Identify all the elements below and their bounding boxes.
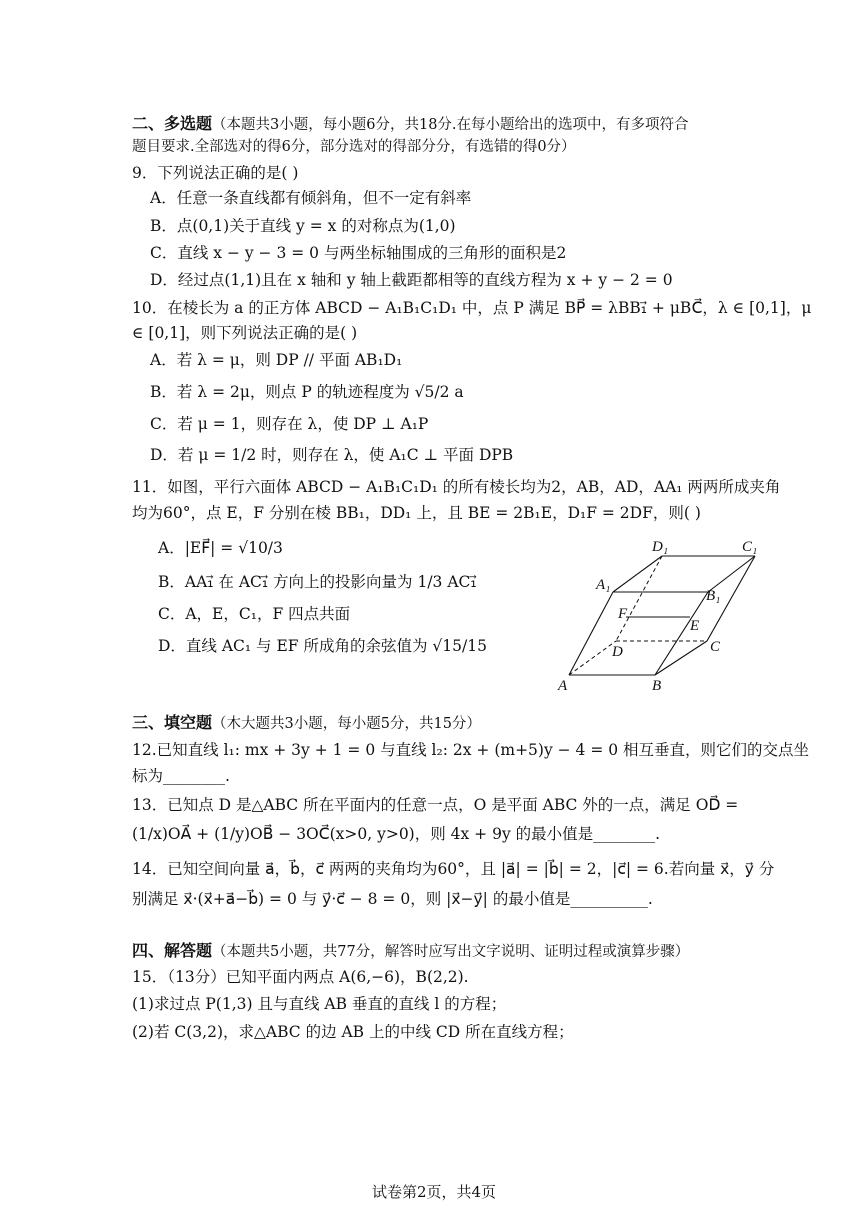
q9-option-c: C．直线 x − y − 3 = 0 与两坐标轴围成的三角形的面积是2 (150, 244, 567, 262)
section-2-note-line2: 题目要求.全部选对的得6分，部分选对的得部分分，有选错的得0分） (132, 139, 576, 155)
q9-stem: 9．下列说法正确的是( ) (132, 164, 299, 182)
label-b1: B₁ (706, 588, 721, 604)
section-4-title: 四、解答题 (132, 941, 213, 960)
q15-part2: (2)若 C(3,2)，求△ABC 的边 AB 上的中线 CD 所在直线方程； (132, 1023, 574, 1041)
q9-option-a: A．任意一条直线都有倾斜角，但不一定有斜率 (150, 189, 472, 207)
q11-option-d: D．直线 AC₁ 与 EF 所成角的余弦值为 √15/15 (158, 637, 487, 655)
section-4-heading (132, 941, 689, 962)
q11-stem-line2: 均为60°，点 E，F 分别在棱 BB₁，DD₁ 上，且 BE = 2B₁E，D₁F = 2DF，则( ) (132, 504, 701, 522)
label-d: D (612, 644, 623, 660)
q12-line2: 标为________. (132, 767, 230, 785)
q10-stem-line2: ∈ [0,1]，则下列说法正确的是( ) (132, 324, 358, 342)
label-b: B (652, 678, 662, 694)
q10-option-d: D．若 μ = 1/2 时，则存在 λ，使 A₁C ⊥ 平面 DPB (150, 446, 514, 464)
label-e: E (690, 618, 700, 634)
q11-option-b: B．AA₁⃗ 在 AC₁⃗ 方向上的投影向量为 1/3 AC₁⃗ (158, 573, 477, 591)
q11-option-c: C．A，E，C₁，F 四点共面 (158, 605, 351, 623)
parallelepiped-figure (552, 528, 772, 700)
q14-line2: 别满足 x⃗·(x⃗+a⃗−b⃗) = 0 与 y⃗·c⃗ − 8 = 0，则 |x⃗−y⃗| 的最小值是__________. (132, 890, 653, 908)
q10-option-c: C．若 μ = 1，则存在 λ，使 DP ⊥ A₁P (150, 415, 429, 433)
section-3-title: 三、填空题 (132, 713, 213, 732)
section-3-heading (132, 713, 481, 734)
q11-option-a: A．|EF⃗| = √10/3 (158, 539, 283, 557)
section-3-note: （木大题共3小题，每小题5分，共15分） (212, 716, 481, 732)
label-c: C (710, 639, 721, 655)
q10-option-b: B．若 λ = 2μ，则点 P 的轨迹程度为 √5/2 a (150, 383, 464, 401)
label-d1: D₁ (652, 539, 669, 555)
q14-line1: 14．已知空间向量 a⃗，b⃗，c⃗ 两两的夹角均为60°，且 |a⃗| = |b⃗| = 2，|c⃗| = 6.若向量 x⃗，y⃗ 分 (132, 860, 775, 878)
q9-option-b: B．点(0,1)关于直线 y = x 的对称点为(1,0) (150, 217, 456, 235)
q13-line1: 13．已知点 D 是△ABC 所在平面内的任意一点，O 是平面 ABC 外的一点，满足 OD⃗ = (132, 796, 739, 814)
q15-part1: (1)求过点 P(1,3) 且与直线 AB 垂直的直线 l 的方程； (132, 995, 507, 1013)
label-a1: A₁ (596, 577, 611, 593)
q11-stem-line1: 11．如图，平行六面体 ABCD − A₁B₁C₁D₁ 的所有棱长均为2，AB，AD，AA₁ 两两所成夹角 (132, 478, 781, 496)
q12-line1: 12.已知直线 l₁: mx + 3y + 1 = 0 与直线 l₂: 2x + (m+5)y − 4 = 0 相互垂直，则它们的交点坐 (132, 741, 810, 759)
section-2-title: 二、多选题 (132, 114, 213, 133)
label-f: F (618, 606, 628, 622)
q15-stem: 15．（13分）已知平面内两点 A(6,−6)，B(2,2). (132, 968, 469, 986)
section-4-note: （本题共5小题，共77分，解答时应写出文字说明、证明过程或演算步骤） (212, 944, 690, 960)
label-a: A (558, 678, 568, 694)
q10-option-a: A．若 λ = μ，则 DP // 平面 AB₁D₁ (150, 351, 403, 369)
q10-stem-line1: 10．在棱长为 a 的正方体 ABCD − A₁B₁C₁D₁ 中，点 P 满足 BP⃗ = λBB₁⃗ + μBC⃗，λ ∈ [0,1]，μ (132, 299, 812, 317)
page-footer: 试卷第2页，共4页 (371, 1183, 497, 1201)
q9-option-d: D．经过点(1,1)且在 x 轴和 y 轴上截距都相等的直线方程为 x + y − 2 = 0 (150, 271, 673, 289)
section-2-note-line1: （本题共3小题，每小题6分，共18分.在每小题给出的选项中，有多项符合 (212, 117, 689, 133)
q13-line2: (1/x)OA⃗ + (1/y)OB⃗ − 3OC⃗(x>0, y>0)，则 4x + 9y 的最小值是________. (132, 825, 661, 843)
section-2-heading (132, 114, 689, 135)
label-c1: C₁ (742, 539, 758, 555)
